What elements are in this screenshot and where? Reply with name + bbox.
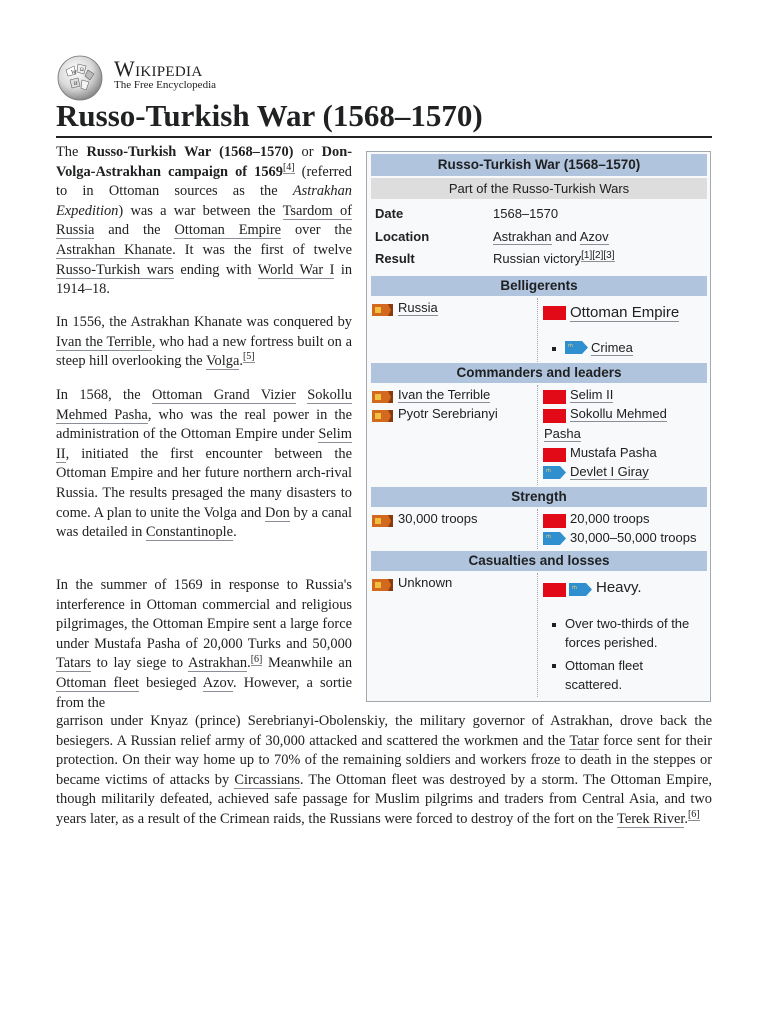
commander-mustafa-pasha: Mustafa Pasha — [570, 445, 657, 460]
article-paragraph-1: The Russo-Turkish War (1568–1570) or Don-Volga-Astrakhan campaign of 1569[4] (referred to in Ottoman sources as the Astrakhan Expedition) was a war between the Tsardom of Russia and the Ottoman Empire over the Astrakhan Khanate. It was the first of twelve Russo-Turkish wars ending with World War I in 1914–18. — [56, 144, 353, 298]
commanders-header: Commanders and leaders — [371, 363, 707, 383]
russia-flag-icon — [372, 304, 393, 316]
date-value: 1568–1570 — [493, 206, 559, 221]
ottoman-flag-icon — [543, 306, 566, 320]
ottoman-flag-icon — [543, 390, 566, 404]
casualty-note-1: Over two-thirds of the — [565, 616, 690, 631]
crimea-strength: 30,000–50,000 troops — [570, 530, 697, 545]
citation-link[interactable]: [5] — [242, 351, 255, 363]
link-ottoman-empire[interactable]: Ottoman Empire — [570, 304, 680, 321]
article-paragraph-3: In 1568, the Ottoman Grand Vizier Sokollu Mehmed Pasha, who was the real power in the administration of the Ottoman Empire under Selim II, initiated the first encounter between the Ottoman Empire and her future northern arch-rival Russia. The results presaged the many disasters to come. A plan to unite the Volga and Don by a canal was detailed in Constantinople. — [56, 387, 353, 541]
citation-link[interactable]: [6] — [250, 653, 263, 665]
link-selim-ii[interactable]: Selim II — [56, 426, 352, 462]
russia-flag-icon — [372, 410, 393, 422]
svg-text:ṁ: ṁ — [546, 468, 551, 474]
link-constantinople[interactable]: Constantinople — [145, 524, 234, 541]
column-divider — [537, 385, 538, 485]
column-divider — [537, 298, 538, 366]
date-label: Date — [375, 206, 404, 221]
page-title: Russo-Turkish War (1568–1570) — [56, 98, 483, 133]
article-paragraph-2: In 1556, the Astrakhan Khanate was conquered by Ivan the Terrible, who had a new fortress built on a steep hill overlooking the Volga.[5] — [56, 314, 352, 370]
link-tatar[interactable]: Tatar — [569, 732, 599, 749]
link-russia[interactable]: Russia — [398, 300, 438, 315]
result-label: Result — [375, 251, 415, 266]
crimea-flag-icon — [569, 583, 592, 596]
bullet — [552, 623, 556, 627]
column-divider — [537, 509, 538, 549]
russia-flag-icon — [372, 515, 393, 527]
bullet — [552, 347, 556, 351]
link-tsardom-of-russia[interactable]: Tsardom of Russia — [56, 202, 353, 239]
crimea-flag-icon — [543, 466, 566, 479]
bold-alt-title: Don-Volga-Astrakhan campaign of 1569 — [56, 144, 352, 180]
casualty-note-1-cont: forces perished. — [565, 635, 658, 650]
link-ivan-the-terrible[interactable]: Ivan the Terrible — [398, 387, 491, 402]
link-astrakhan[interactable]: Astrakhan — [187, 655, 248, 672]
article-paragraph-4: In the summer of 1569 in response to Russia's interference in Ottoman commercial and religious pilgrimages, the Ottoman Empire sent a large force under Mustafa Pasha of 20,000 Turks and 50,000 Tatars to lay siege to Astrakhan.[6] Meanwhile an Ottoman fleet besieged Azov. However, a sortie from the — [56, 577, 353, 711]
strength-header: Strength — [371, 487, 707, 507]
citation-link[interactable]: [4] — [282, 161, 295, 173]
citation-link[interactable]: [2] — [592, 249, 604, 261]
casualty-note-2-cont: scattered. — [565, 677, 623, 692]
link-azov[interactable]: Azov — [202, 674, 233, 691]
svg-text:ṁ: ṁ — [568, 343, 573, 349]
casualty-note-2: Ottoman fleet — [565, 658, 644, 673]
result-value: Russian victory[1][2][3] — [493, 249, 615, 266]
link-crimea[interactable]: Crimea — [591, 340, 633, 355]
link-sokollu-mehmed-pasha[interactable]: Sokollu Mehmed Pasha — [56, 387, 352, 423]
link-ottoman-empire[interactable]: Ottoman Empire — [174, 222, 282, 239]
link-azov[interactable]: Azov — [579, 229, 609, 244]
crimea-flag-icon — [543, 532, 566, 545]
wikipedia-globe-logo[interactable] — [56, 54, 104, 102]
infobox — [366, 151, 711, 702]
ottoman-flag-icon — [543, 514, 566, 528]
belligerents-header: Belligerents — [371, 276, 707, 296]
title-divider — [56, 136, 712, 138]
ottoman-casualties: Heavy. — [596, 579, 642, 596]
column-divider — [537, 573, 538, 697]
link-astrakhan-khanate[interactable]: Astrakhan Khanate — [56, 241, 173, 258]
citation-link[interactable]: [3] — [603, 249, 615, 261]
link-russo-turkish-wars[interactable]: Russo-Turkish wars — [56, 261, 174, 278]
russia-strength: 30,000 troops — [398, 511, 478, 526]
infobox-subtitle[interactable]: Part of the Russo-Turkish Wars — [371, 178, 707, 199]
russia-casualties: Unknown — [398, 575, 453, 590]
ottoman-flag-icon — [543, 409, 566, 423]
bullet — [552, 664, 556, 668]
citation-link[interactable]: [1] — [581, 249, 593, 261]
location-label: Location — [375, 229, 430, 244]
svg-text:ṁ: ṁ — [572, 585, 577, 591]
russia-flag-icon — [372, 391, 393, 403]
link-world-war-i[interactable]: World War I — [257, 261, 335, 278]
svg-text:Ω: Ω — [80, 68, 84, 73]
commander-pyotr-serebrianyi: Pyotr Serebrianyi — [398, 406, 498, 421]
svg-text:И: И — [74, 82, 78, 87]
link-ottoman-grand-vizier[interactable]: Ottoman Grand Vizier — [152, 387, 296, 403]
link-tatars[interactable]: Tatars — [56, 655, 91, 672]
link-sokollu-mehmed-pasha-cont[interactable]: Pasha — [544, 426, 581, 441]
italic-term: Astrakhan Expedition — [56, 183, 352, 219]
ottoman-flag-icon — [543, 583, 566, 597]
link-ottoman-fleet[interactable]: Ottoman fleet — [56, 674, 140, 691]
svg-text:W: W — [71, 70, 77, 76]
infobox-title: Russo-Turkish War (1568–1570) — [371, 154, 707, 176]
link-don[interactable]: Don — [265, 504, 290, 521]
bold-title: Russo-Turkish War (1568–1570) — [86, 144, 294, 160]
link-sokollu-mehmed-pasha[interactable]: Sokollu Mehmed — [570, 406, 667, 421]
article-paragraph-4-continued: garrison under Knyaz (prince) Serebrianyi-Obolenskiy, the military governor of Astrakhan, drove back the besiegers. A Russian relief army of 30,000 attacked and scattered the workmen and the Tatar force sent for their protection. On their way home up to 70% of the remaining soldiers and workers froze to death in the steppes or became victims of attacks by Circassians. The Ottoman fleet was destroyed by a storm. The Ottoman Empire, though militarily defeated, achieved safe passage for Muslim pilgrims and traders from Central Asia, and two years later, as a result of the Crimean raids, the Russians were forced to destroy of the fort on the Terek River.[6] — [56, 713, 713, 827]
crimea-flag-icon — [565, 341, 588, 354]
link-volga[interactable]: Volga — [206, 353, 240, 370]
russia-flag-icon — [372, 579, 393, 591]
link-devlet-i-giray[interactable]: Devlet I Giray — [570, 464, 649, 479]
link-selim-ii[interactable]: Selim II — [570, 387, 614, 402]
casualties-header: Casualties and losses — [371, 551, 707, 571]
link-circassians[interactable]: Circassians — [234, 771, 300, 788]
ottoman-strength: 20,000 troops — [570, 511, 650, 526]
location-value: Astrakhan and Azov — [493, 229, 609, 244]
wikipedia-wordmark[interactable]: Wikipedia — [114, 56, 203, 81]
link-ivan-the-terrible[interactable]: Ivan the Terrible — [56, 333, 152, 350]
ottoman-flag-icon — [543, 448, 566, 462]
link-astrakhan[interactable]: Astrakhan — [493, 229, 552, 244]
svg-text:ṁ: ṁ — [546, 534, 551, 540]
wikipedia-tagline: The Free Encyclopedia — [114, 79, 217, 91]
link-terek-river[interactable]: Terek River — [617, 810, 685, 827]
citation-link[interactable]: [6] — [687, 809, 700, 821]
